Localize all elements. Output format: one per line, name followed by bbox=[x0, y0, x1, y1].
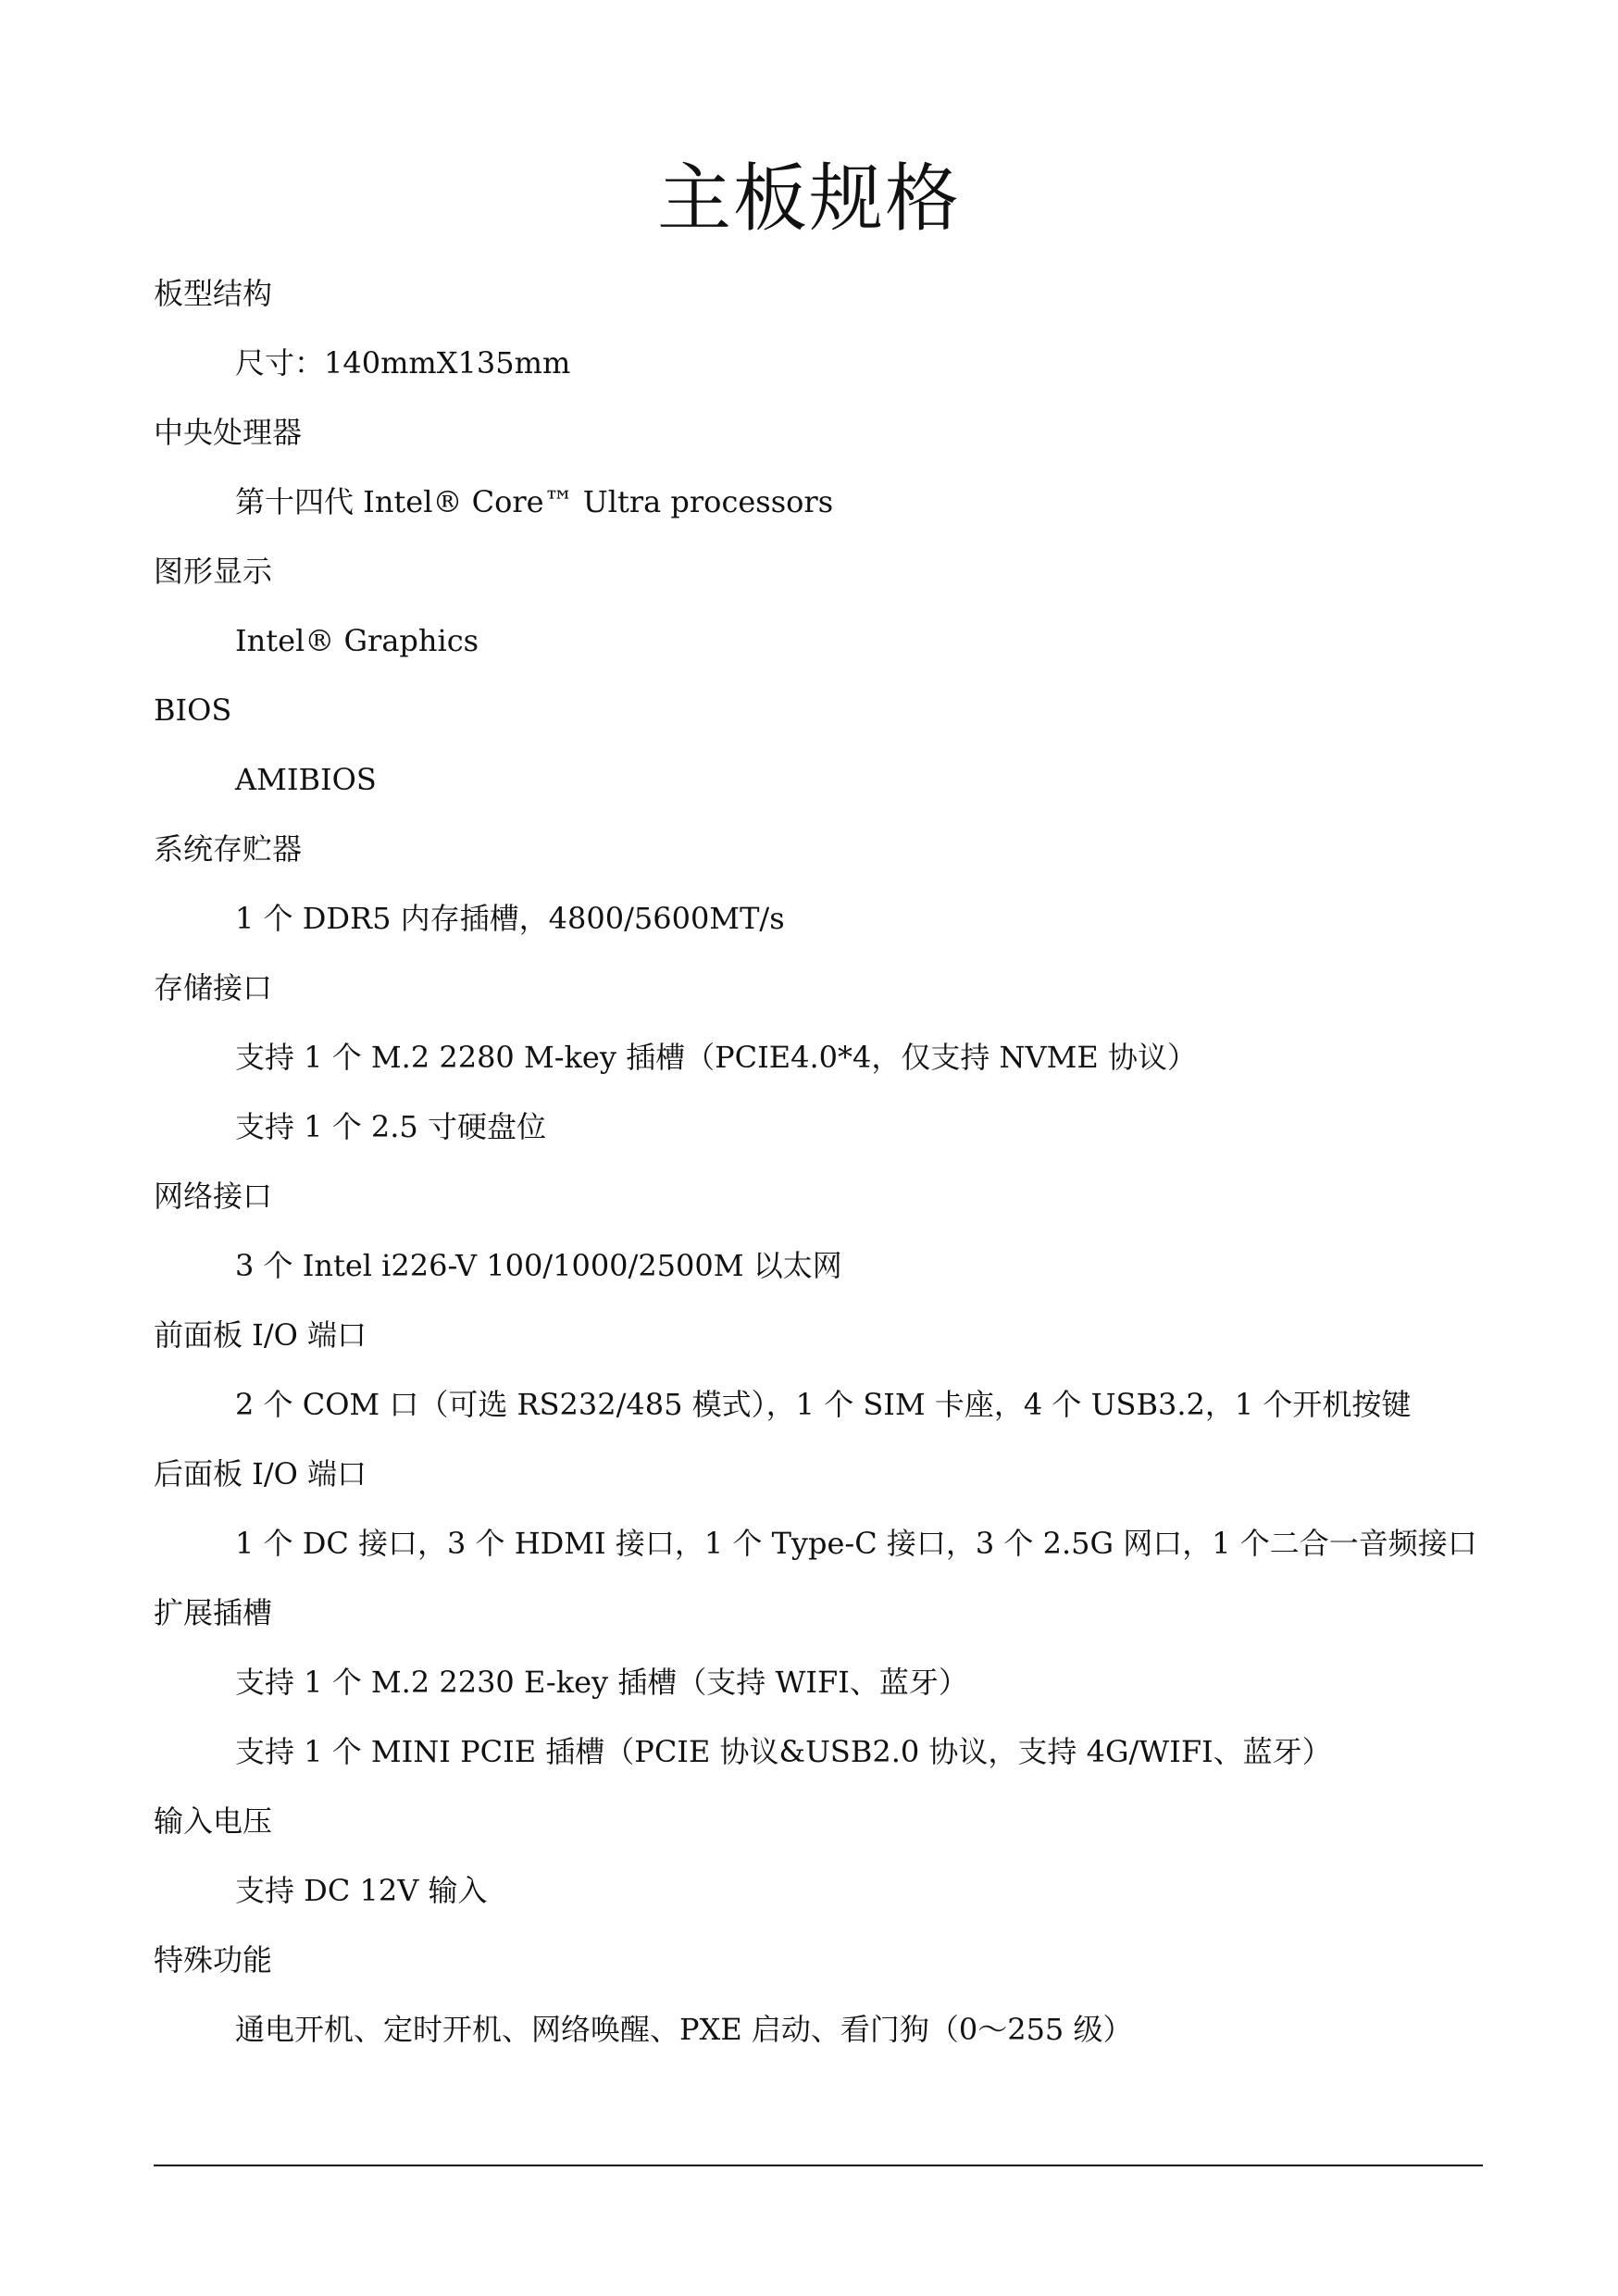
footer-divider bbox=[154, 2165, 1483, 2166]
section-heading-storage: 存储接口 bbox=[154, 970, 273, 1005]
spec-item-expansion-m2: 支持 1 个 M.2 2230 E-key 插槽（支持 WIFI、蓝牙） bbox=[235, 1665, 968, 1700]
spec-item-graphics: Intel® Graphics bbox=[235, 623, 479, 658]
spec-item-memory: 1 个 DDR5 内存插槽，4800/5600MT/s bbox=[235, 901, 785, 936]
section-heading-front-io: 前面板 I/O 端口 bbox=[154, 1317, 367, 1353]
section-heading-graphics: 图形显示 bbox=[154, 554, 273, 589]
spec-item-board-size: 尺寸：140mmX135mm bbox=[235, 345, 571, 381]
section-heading-rear-io: 后面板 I/O 端口 bbox=[154, 1456, 367, 1491]
section-heading-cpu: 中央处理器 bbox=[154, 415, 303, 450]
section-heading-board-form: 板型结构 bbox=[154, 276, 273, 311]
section-heading-expansion: 扩展插槽 bbox=[154, 1595, 273, 1630]
spec-item-network: 3 个 Intel i226-V 100/1000/2500M 以太网 bbox=[235, 1248, 842, 1283]
section-heading-network: 网络接口 bbox=[154, 1179, 273, 1214]
section-heading-memory: 系统存贮器 bbox=[154, 831, 303, 867]
section-heading-bios: BIOS bbox=[154, 693, 232, 728]
spec-item-bios: AMIBIOS bbox=[235, 762, 377, 797]
section-heading-features: 特殊功能 bbox=[154, 1942, 273, 1978]
spec-item-power: 支持 DC 12V 输入 bbox=[235, 1873, 488, 1908]
spec-item-expansion-minipcie: 支持 1 个 MINI PCIE 插槽（PCIE 协议&USB2.0 协议，支持 4G/WIFI、蓝牙） bbox=[235, 1734, 1332, 1769]
spec-item-features: 通电开机、定时开机、网络唤醒、PXE 启动、看门狗（0～255 级） bbox=[235, 2012, 1133, 2047]
spec-item-storage-hdd: 支持 1 个 2.5 寸硬盘位 bbox=[235, 1109, 546, 1144]
spec-item-cpu: 第十四代 Intel® Core™ Ultra processors bbox=[235, 484, 834, 519]
spec-list bbox=[154, 266, 1496, 2071]
spec-item-storage-m2: 支持 1 个 M.2 2280 M-key 插槽（PCIE4.0*4，仅支持 NVME 协议） bbox=[235, 1040, 1197, 1075]
spec-item-rear-io: 1 个 DC 接口，3 个 HDMI 接口，1 个 Type-C 接口，3 个 2.5G 网口，1 个二合一音频接口 bbox=[235, 1526, 1477, 1561]
spec-item-front-io: 2 个 COM 口（可选 RS232/485 模式），1 个 SIM 卡座，4 个 USB3.2，1 个开机按键 bbox=[235, 1387, 1412, 1422]
page-title: 主板规格 bbox=[657, 156, 961, 242]
section-heading-power: 输入电压 bbox=[154, 1803, 273, 1839]
